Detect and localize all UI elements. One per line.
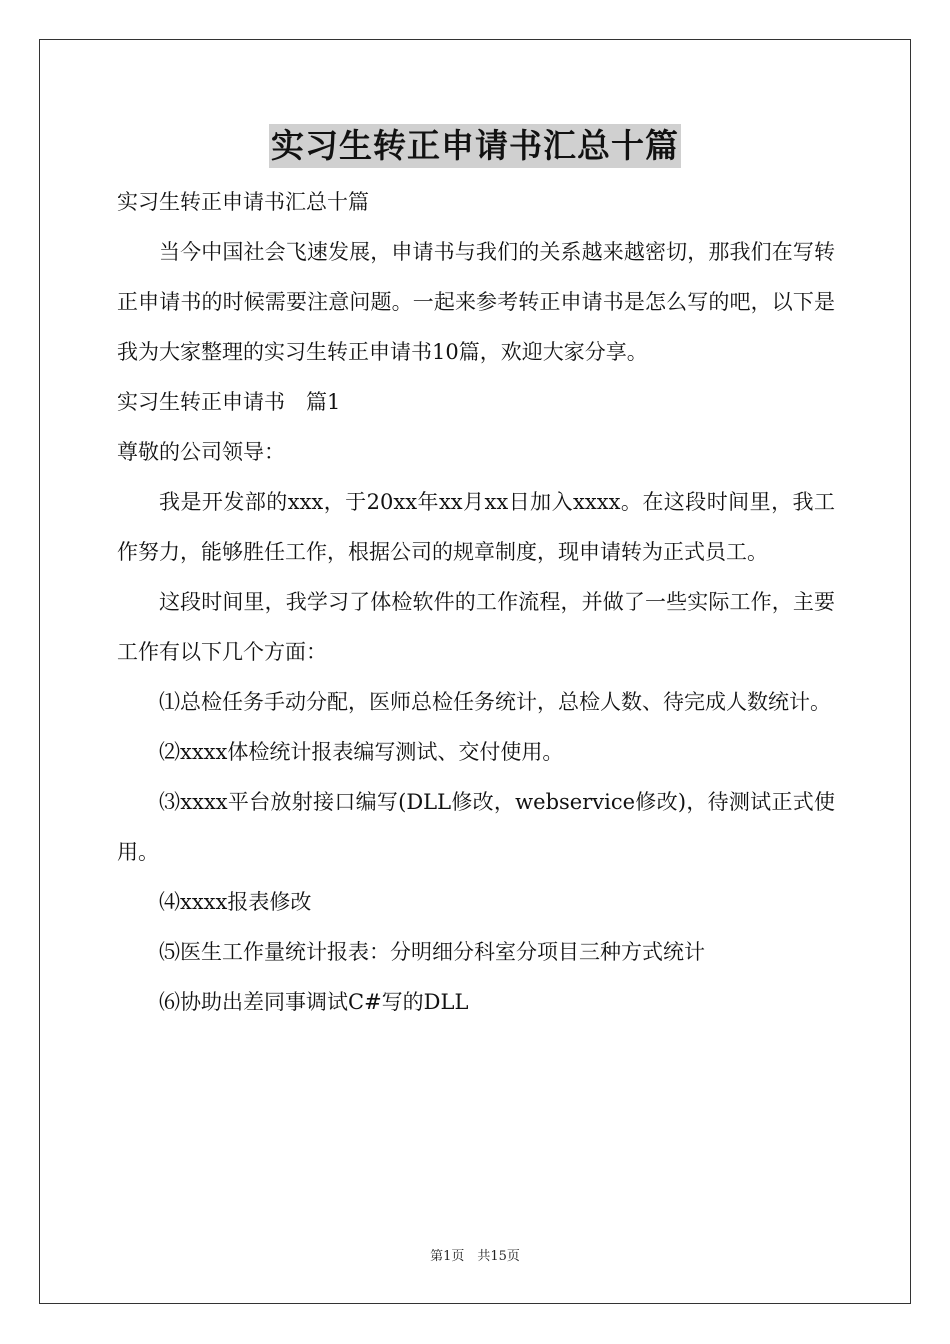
paragraph: 这段时间里，我学习了体检软件的工作流程，并做了一些实际工作，主要工作有以下几个方面： (117, 590, 835, 664)
page-footer: 第1页 共15页 (430, 1249, 520, 1264)
paragraph: ⑵xxxx体检统计报表编写测试、交付使用。 (159, 740, 564, 764)
paragraph: ⑷xxxx报表修改 (159, 890, 312, 914)
paragraph: 当今中国社会飞速发展，申请书与我们的关系越来越密切，那我们在写转正申请书的时候需要注意问题。一起来参考转正申请书是怎么写的吧，以下是我为大家整理的实习生转正申请书10篇，欢迎大家分享。 (117, 240, 835, 364)
paragraph: 实习生转正申请书汇总十篇 (117, 190, 369, 214)
paragraph: ⑹协助出差同事调试C#写的DLL (159, 990, 469, 1014)
paragraph: 尊敬的公司领导： (117, 440, 285, 464)
title-container (0, 124, 950, 168)
paragraph: ⑶xxxx平台放射接口编写(DLL修改，webservice修改)，待测试正式使用。 (117, 790, 835, 864)
document-title: 实习生转正申请书汇总十篇 (269, 124, 681, 168)
paragraph: ⑴总检任务手动分配，医师总检任务统计，总检人数、待完成人数统计。 (159, 690, 831, 714)
paragraph: 我是开发部的xxx，于20xx年xx月xx日加入xxxx。在这段时间里，我工作努力，能够胜任工作，根据公司的规章制度，现申请转为正式员工。 (117, 490, 835, 564)
document-body (117, 177, 835, 1027)
paragraph: ⑸医生工作量统计报表：分明细分科室分项目三种方式统计 (159, 940, 705, 964)
paragraph: 实习生转正申请书 篇1 (117, 390, 341, 414)
